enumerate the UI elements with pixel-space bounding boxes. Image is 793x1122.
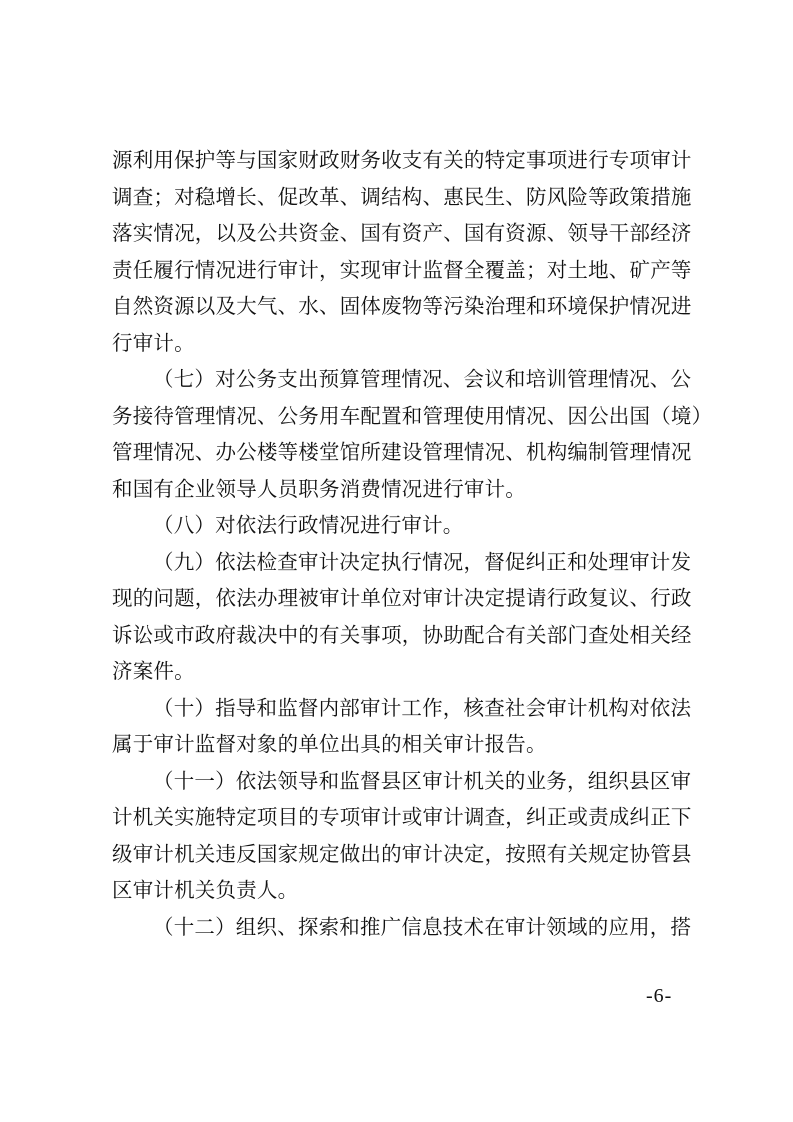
text-line: 落实情况，以及公共资金、国有资产、国有资源、领导干部经济	[112, 221, 692, 245]
paragraph-first-line: （九）依法检查审计决定执行情况，督促纠正和处理审计发	[153, 549, 692, 574]
text-line: 务接待管理情况、公务用车配置和管理使用情况、因公出国（境）	[112, 403, 713, 428]
paragraph-first-line: （十）指导和监督内部审计工作，核查社会审计机构对依法	[153, 695, 692, 720]
text-line: 济案件。	[112, 659, 195, 683]
text-line: 区审计机关负责人。	[112, 878, 299, 902]
paragraph-first-line: （七）对公务支出预算管理情况、会议和培训管理情况、公	[153, 367, 692, 391]
text-line: 行审计。	[112, 330, 195, 355]
text-line: 诉讼或市政府裁决中的有关事项，协助配合有关部门查处相关经	[112, 622, 692, 647]
page-number: -6-	[646, 985, 673, 1007]
text-line: 责任履行情况进行审计，实现审计监督全覆盖；对土地、矿产等	[112, 257, 692, 282]
paragraph-first-line: （八）对依法行政情况进行审计。	[153, 513, 464, 537]
text-line: 现的问题，依法办理被审计单位对审计决定提请行政复议、行政	[112, 586, 692, 610]
text-line: 级审计机关违反国家规定做出的审计决定，按照有关规定协管县	[112, 841, 692, 866]
text-line: 源利用保护等与国家财政财务收支有关的特定事项进行专项审计	[112, 148, 692, 172]
body-text	[112, 142, 713, 945]
text-line: 计机关实施特定项目的专项审计或审计调查，纠正或责成纠正下	[112, 805, 692, 829]
text-line: 属于审计监督对象的单位出具的相关审计报告。	[112, 732, 547, 756]
text-line: 调查；对稳增长、促改革、调结构、惠民生、防风险等政策措施	[112, 184, 692, 209]
text-line: 和国有企业领导人员职务消费情况进行审计。	[112, 476, 526, 501]
text-line: 自然资源以及大气、水、固体废物等污染治理和环境保护情况进	[112, 294, 692, 318]
paragraph-first-line: （十一）依法领导和监督县区审计机关的业务，组织县区审	[153, 768, 692, 793]
text-line: 管理情况、办公楼等楼堂馆所建设管理情况、机构编制管理情况	[112, 440, 692, 464]
paragraph-first-line: （十二）组织、探索和推广信息技术在审计领域的应用，搭	[153, 914, 692, 939]
